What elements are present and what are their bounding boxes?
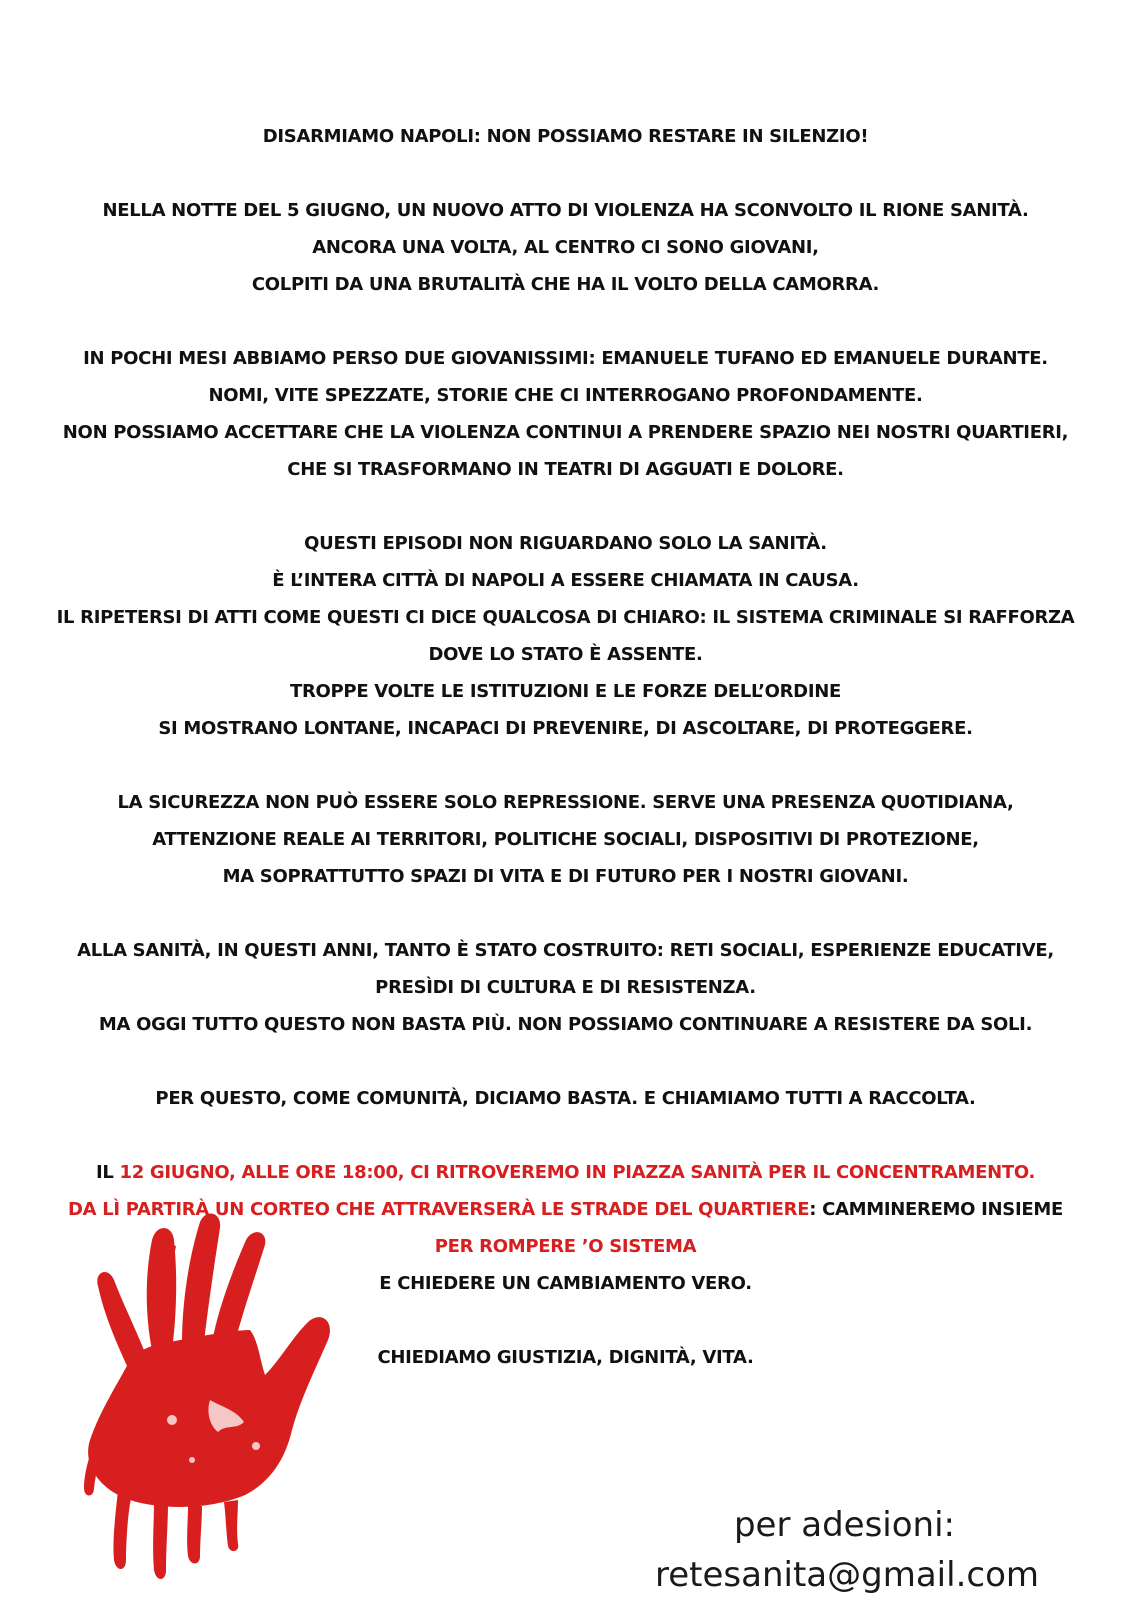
- text-line: È L’INTERA CITTÀ DI NAPOLI A ESSERE CHIAMATA IN CAUSA.: [272, 570, 859, 591]
- call-route-tail: : CAMMINEREMO INSIEME: [809, 1199, 1063, 1220]
- text-line: MA OGGI TUTTO QUESTO NON BASTA PIÙ. NON POSSIAMO CONTINUARE A RESISTERE DA SOLI.: [98, 1014, 1033, 1035]
- text-line: NOMI, VITE SPEZZATE, STORIE CHE CI INTERROGANO PROFONDAMENTE.: [208, 385, 923, 406]
- contact-email: retesanita@gmail.com: [655, 1555, 1039, 1595]
- text-line: DOVE LO STATO È ASSENTE.: [428, 644, 703, 665]
- bloody-handprint-icon: [60, 1210, 350, 1590]
- text-line: IL RIPETERSI DI ATTI COME QUESTI CI DICE QUALCOSA DI CHIARO: IL SISTEMA CRIMINALE SI RAFFORZA: [56, 607, 1075, 628]
- text-line: ANCORA UNA VOLTA, AL CENTRO CI SONO GIOVANI,: [312, 237, 819, 258]
- text-line: COLPITI DA UNA BRUTALITÀ CHE HA IL VOLTO DELLA CAMORRA.: [251, 274, 880, 295]
- call-prefix: IL: [95, 1162, 120, 1183]
- text-line: ATTENZIONE REALE AI TERRITORI, POLITICHE SOCIALI, DISPOSITIVI DI PROTEZIONE,: [152, 829, 979, 850]
- text-line: PRESÌDI DI CULTURA E DI RESISTENZA.: [375, 977, 756, 998]
- call-date-highlight: 12 GIUGNO, ALLE ORE 18:00, CI RITROVEREMO IN PIAZZA SANITÀ PER IL CONCENTRAMENTO.: [119, 1162, 1036, 1183]
- text-line: LA SICUREZZA NON PUÒ ESSERE SOLO REPRESSIONE. SERVE UNA PRESENZA QUOTIDIANA,: [117, 792, 1014, 813]
- call-route-highlight: DA LÌ PARTIRÀ UN CORTEO CHE ATTRAVERSERÀ LE STRADE DEL QUARTIERE: [68, 1199, 810, 1220]
- call-line-change: E CHIEDERE UN CAMBIAMENTO VERO.: [379, 1273, 752, 1294]
- adhesion-label: per adesioni:: [733, 1505, 955, 1545]
- call-line-date: [0, 1154, 1131, 1191]
- text-line: SI MOSTRANO LONTANE, INCAPACI DI PREVENIRE, DI ASCOLTARE, DI PROTEGGERE.: [158, 718, 973, 739]
- text-line: CHE SI TRASFORMANO IN TEATRI DI AGGUATI E DOLORE.: [287, 459, 844, 480]
- text-line: MA SOPRATTUTTO SPAZI DI VITA E DI FUTURO PER I NOSTRI GIOVANI.: [222, 866, 909, 887]
- flyer-title: DISARMIAMO NAPOLI: NON POSSIAMO RESTARE IN SILENZIO!: [262, 126, 869, 147]
- text-line: QUESTI EPISODI NON RIGUARDANO SOLO LA SANITÀ.: [304, 533, 827, 554]
- text-line: TROPPE VOLTE LE ISTITUZIONI E LE FORZE DELL’ORDINE: [290, 681, 841, 702]
- text-line: PER QUESTO, COME COMUNITÀ, DICIAMO BASTA. E CHIAMIAMO TUTTI A RACCOLTA.: [155, 1088, 976, 1109]
- text-line: ALLA SANITÀ, IN QUESTI ANNI, TANTO È STATO COSTRUITO: RETI SOCIALI, ESPERIENZE EDUCATIVE,: [77, 940, 1054, 961]
- text-line: NELLA NOTTE DEL 5 GIUGNO, UN NUOVO ATTO DI VIOLENZA HA SCONVOLTO IL RIONE SANITÀ.: [102, 200, 1029, 221]
- flyer-text: [0, 118, 1131, 1376]
- closing-line: CHIEDIAMO GIUSTIZIA, DIGNITÀ, VITA.: [377, 1347, 754, 1368]
- text-line: IN POCHI MESI ABBIAMO PERSO DUE GIOVANISSIMI: EMANUELE TUFANO ED EMANUELE DURANTE.: [83, 348, 1048, 369]
- call-line-slogan: PER ROMPERE ’O SISTEMA: [434, 1236, 697, 1257]
- text-line: NON POSSIAMO ACCETTARE CHE LA VIOLENZA CONTINUI A PRENDERE SPAZIO NEI NOSTRI QUARTIERI,: [62, 422, 1069, 443]
- footer-contact: [655, 1502, 1039, 1598]
